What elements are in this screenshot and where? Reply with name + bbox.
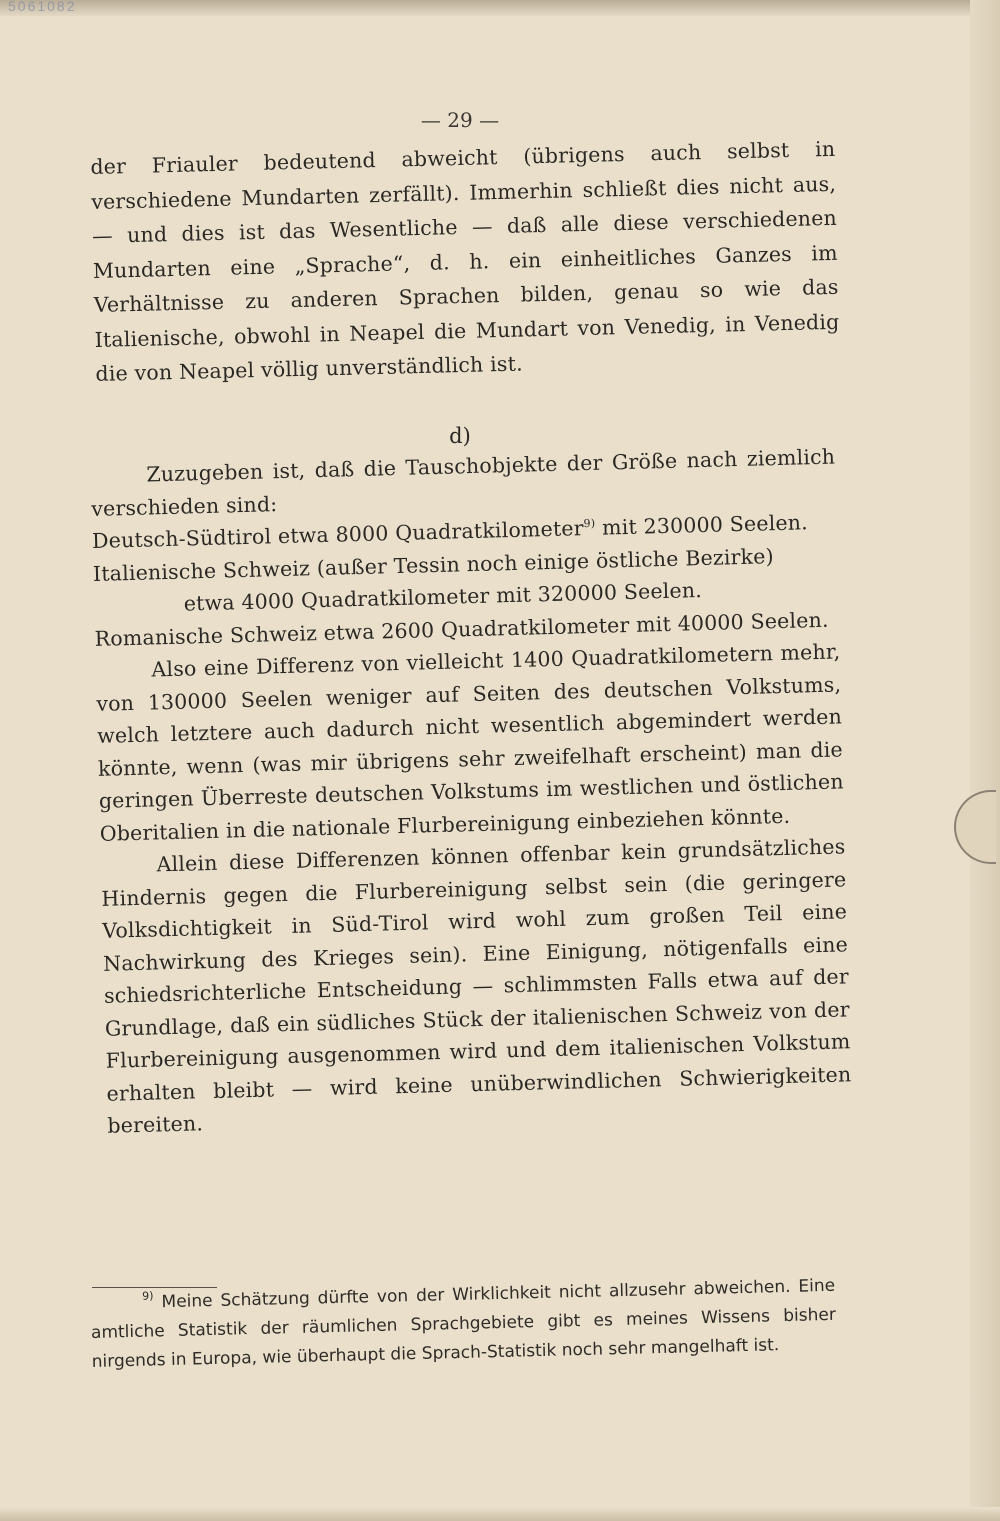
- footnote-text: [90, 1272, 837, 1377]
- page-bottom-edge: [0, 1507, 1000, 1521]
- footnote: [90, 1272, 837, 1377]
- list-item-italienische-schweiz-cont: etwa 4000 Quadratkilometer mit 320000 Seelen.: [183, 578, 703, 616]
- page-top-edge: [0, 0, 1000, 16]
- footnote-body: Meine Schätzung dürfte von der Wirklichkeit nicht allzusehr abweichen. Eine amtliche Statistik der räumlichen Sprachgebiete gibt es meines Wissens bisher nirgends in Europa, wie überhaupt die Sprach-Statistik noch sehr mangelhaft ist.: [90, 1275, 837, 1372]
- binding-tab-notch: [954, 790, 996, 864]
- list-item-italienische-schweiz: Italienische Schweiz (außer Tessin noch einige östliche Bezirke): [92, 543, 775, 586]
- section-d-body: [90, 440, 853, 1142]
- paragraph-text: der Friauler bedeutend abweicht (übrigens auch selbst in verschiedene Mundarten zerfällt). Immerhin schließt dies nicht aus, — und dies ist das Wesentliche — daß alle diese verschiedenen Mundarten eine „Sprache“, d. h. ein einheitliches Ganzes im Verhältnisse zu anderen Sprachen bilden, genau so wie das Italienische, obwohl in Neapel die Mundart von Venedig, in Venedig die von Neapel völlig unverständlich ist.: [90, 136, 840, 386]
- page-right-edge: [970, 0, 1000, 1521]
- library-stamp: 5061082: [8, 0, 77, 14]
- intro-paragraph: Zuzugeben ist, daß die Tauschobjekte der Größe nach ziemlich verschieden sind:: [90, 444, 836, 521]
- page-number: — 29 —: [420, 108, 500, 132]
- list-item-romanische-schweiz: Romanische Schweiz etwa 2600 Quadratkilometer mit 40000 Seelen.: [94, 607, 829, 651]
- paragraph-also: Also eine Differenz von vielleicht 1400 Quadratkilometern mehr, von 130000 Seelen weniger auf Seiten des deutschen Volkstums, welch letztere auch dadurch nicht wesentlich abgemindert werden könnte, wenn (was mir übrigens sehr zweifelhaft erscheint) man die geringen Überreste deutschen Volkstums im westlichen und östlichen Oberitalien in die nationale Flurbereinigung einbeziehen könnte.: [96, 639, 844, 846]
- footnote-marker: 9): [142, 1289, 154, 1303]
- footnote-reference: 9): [583, 516, 596, 531]
- list-item-text: mit 230000 Seelen.: [595, 510, 809, 540]
- paragraph-continuation: [90, 132, 841, 392]
- list-item-text: Deutsch-Südtirol etwa 8000 Quadratkilometer: [91, 516, 584, 553]
- section-heading: d): [449, 424, 471, 448]
- paragraph-allein: Allein diese Differenzen können offenbar kein grundsätzliches Hindernis gegen die Flurbereinigung selbst sein (die geringere Volksdichtigkeit in Süd-Tirol wird wohl zum großen Teil eine Nachwirkung des Krieges sein). Eine Einigung, nötigenfalls eine schiedsrichterliche Entscheidung — schlimmsten Falls etwa auf der Grundlage, daß ein südliches Stück der italienischen Schweiz von der Flurbereinigung ausgenommen wird und dem italienischen Volkstum erhalten bleibt — wird keine unüberwindlichen Schwierigkeiten bereiten.: [101, 834, 852, 1138]
